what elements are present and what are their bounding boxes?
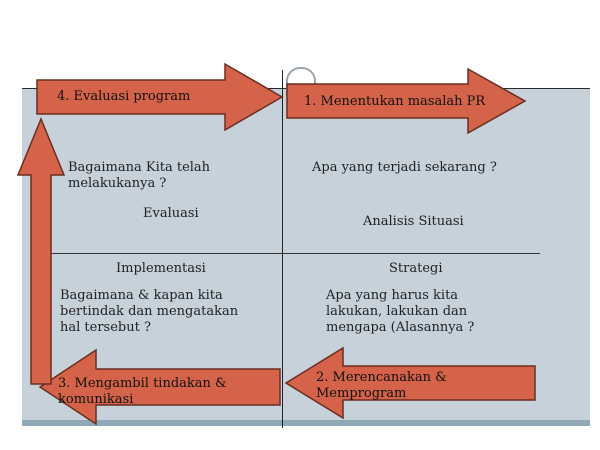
strategy-label: Strategi: [389, 261, 443, 276]
evaluation-label: Evaluasi: [143, 206, 199, 221]
implementation-question: Bagaimana & kapan kita bertindak dan mengatakan hal tersebut ?: [60, 288, 239, 335]
arrow-step4-label: 4. Evaluasi program: [57, 89, 191, 104]
situation-label: Analisis Situasi: [363, 214, 464, 229]
arrow-up-left: [18, 119, 64, 384]
evaluation-question: Bagaimana Kita telah melakukanya ?: [68, 160, 211, 191]
situation-question: Apa yang terjadi sekarang ?: [312, 160, 497, 175]
arrow-step3-label: 3. Mengambil tindakan & komunikasi: [58, 376, 227, 407]
arrow-step2-label: 2. Merencanakan & Memprogram: [316, 370, 447, 401]
strategy-question: Apa yang harus kita lakukan, lakukan dan mengapa (Alasannya ?: [326, 288, 475, 335]
arrow-step1-label: 1. Menentukan masalah PR: [304, 94, 486, 109]
implementation-label: Implementasi: [116, 261, 206, 276]
